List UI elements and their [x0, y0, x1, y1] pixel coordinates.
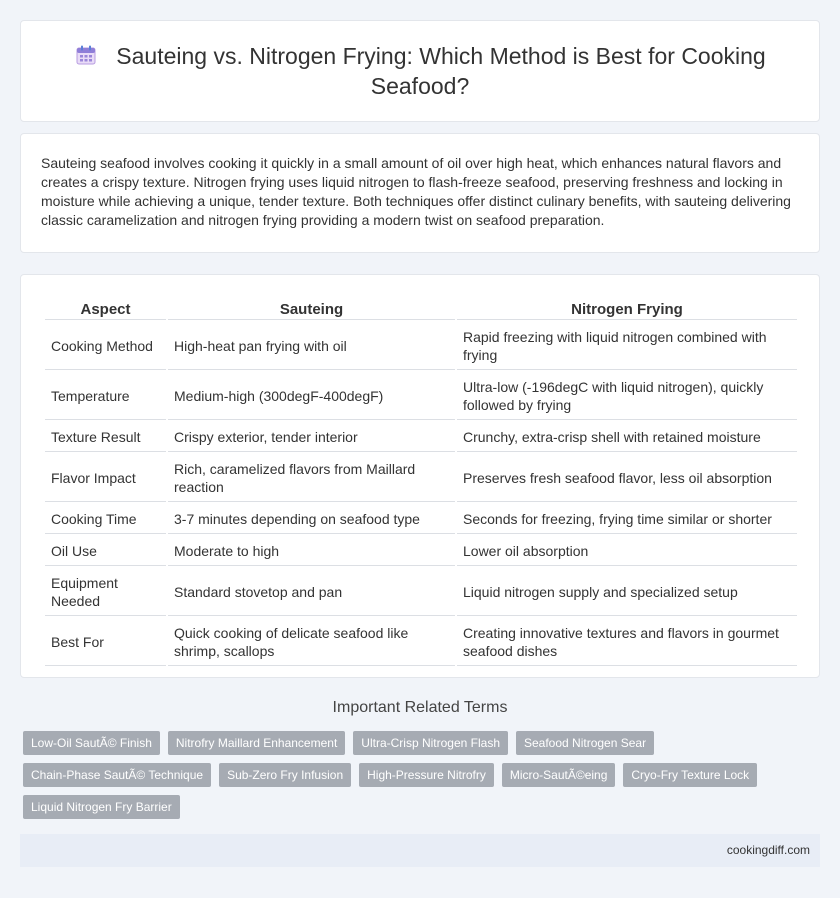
related-term-tag[interactable]: Ultra-Crisp Nitrogen Flash [353, 731, 508, 755]
intro-paragraph: Sauteing seafood involves cooking it quickly in a small amount of oil over high heat, which enhances natural flavors and creates a crispy texture. Nitrogen frying uses liquid nitrogen to flash-freeze seafood, preserving freshness and locking in moisture while achieving a unique, tender texture. Both techniques offer distinct culinary benefits, with sauteing delivering classic caramelization and nitrogen frying providing a modern twist on seafood preparation. [41, 155, 791, 228]
related-term-tag[interactable]: Low-Oil SautÃ© Finish [23, 731, 160, 755]
header-aspect: Aspect [45, 298, 166, 320]
cell-aspect: Flavor Impact [45, 454, 166, 502]
related-term-tag[interactable]: Cryo-Fry Texture Lock [623, 763, 757, 787]
comparison-table-card [20, 274, 820, 678]
related-terms-heading: Important Related Terms [332, 699, 508, 716]
cell-nitrogen-frying: Creating innovative textures and flavors in gourmet seafood dishes [457, 618, 797, 666]
header-nitrogen-frying: Nitrogen Frying [457, 298, 797, 320]
cell-aspect: Oil Use [45, 536, 166, 566]
table-row [45, 422, 797, 452]
footer-site-link[interactable]: cookingdiff.com [726, 843, 810, 857]
cell-sauteing: Standard stovetop and pan [168, 568, 455, 616]
header-sauteing: Sauteing [168, 298, 455, 320]
title-card [20, 20, 820, 122]
cell-aspect: Temperature [45, 372, 166, 420]
related-term-tag[interactable]: High-Pressure Nitrofry [359, 763, 494, 787]
cell-nitrogen-frying: Rapid freezing with liquid nitrogen combined with frying [457, 322, 797, 370]
related-term-tag[interactable]: Sub-Zero Fry Infusion [219, 763, 351, 787]
cell-aspect: Cooking Time [45, 504, 166, 534]
cell-nitrogen-frying: Preserves fresh seafood flavor, less oil absorption [457, 454, 797, 502]
table-row [45, 568, 797, 616]
cell-sauteing: Medium-high (300degF-400degF) [168, 372, 455, 420]
cell-sauteing: 3-7 minutes depending on seafood type [168, 504, 455, 534]
cell-sauteing: Moderate to high [168, 536, 455, 566]
page-title [51, 41, 789, 101]
page-title-text: Sauteing vs. Nitrogen Frying: Which Method is Best for Cooking Seafood? [116, 43, 766, 99]
table-row [45, 618, 797, 666]
cell-nitrogen-frying: Lower oil absorption [457, 536, 797, 566]
comparison-table [43, 296, 799, 668]
cell-aspect: Best For [45, 618, 166, 666]
cell-sauteing: Crispy exterior, tender interior [168, 422, 455, 452]
table-row [45, 536, 797, 566]
calendar-icon [74, 43, 98, 67]
cell-aspect: Cooking Method [45, 322, 166, 370]
table-header-row [45, 298, 797, 320]
cell-aspect: Texture Result [45, 422, 166, 452]
related-term-tag[interactable]: Liquid Nitrogen Fry Barrier [23, 795, 180, 819]
cell-sauteing: High-heat pan frying with oil [168, 322, 455, 370]
table-row [45, 322, 797, 370]
intro-card [20, 133, 820, 253]
cell-nitrogen-frying: Liquid nitrogen supply and specialized setup [457, 568, 797, 616]
table-row [45, 372, 797, 420]
related-terms-list [23, 731, 823, 819]
related-term-tag[interactable]: Seafood Nitrogen Sear [516, 731, 654, 755]
table-row [45, 504, 797, 534]
related-term-tag[interactable]: Chain-Phase SautÃ© Technique [23, 763, 211, 787]
cell-sauteing: Quick cooking of delicate seafood like shrimp, scallops [168, 618, 455, 666]
cell-nitrogen-frying: Crunchy, extra-crisp shell with retained moisture [457, 422, 797, 452]
related-term-tag[interactable]: Micro-SautÃ©eing [502, 763, 616, 787]
related-term-tag[interactable]: Nitrofry Maillard Enhancement [168, 731, 345, 755]
table-row [45, 454, 797, 502]
footer [20, 834, 820, 867]
cell-sauteing: Rich, caramelized flavors from Maillard reaction [168, 454, 455, 502]
cell-aspect: Equipment Needed [45, 568, 166, 616]
cell-nitrogen-frying: Seconds for freezing, frying time similar or shorter [457, 504, 797, 534]
cell-nitrogen-frying: Ultra-low (-196degC with liquid nitrogen), quickly followed by frying [457, 372, 797, 420]
